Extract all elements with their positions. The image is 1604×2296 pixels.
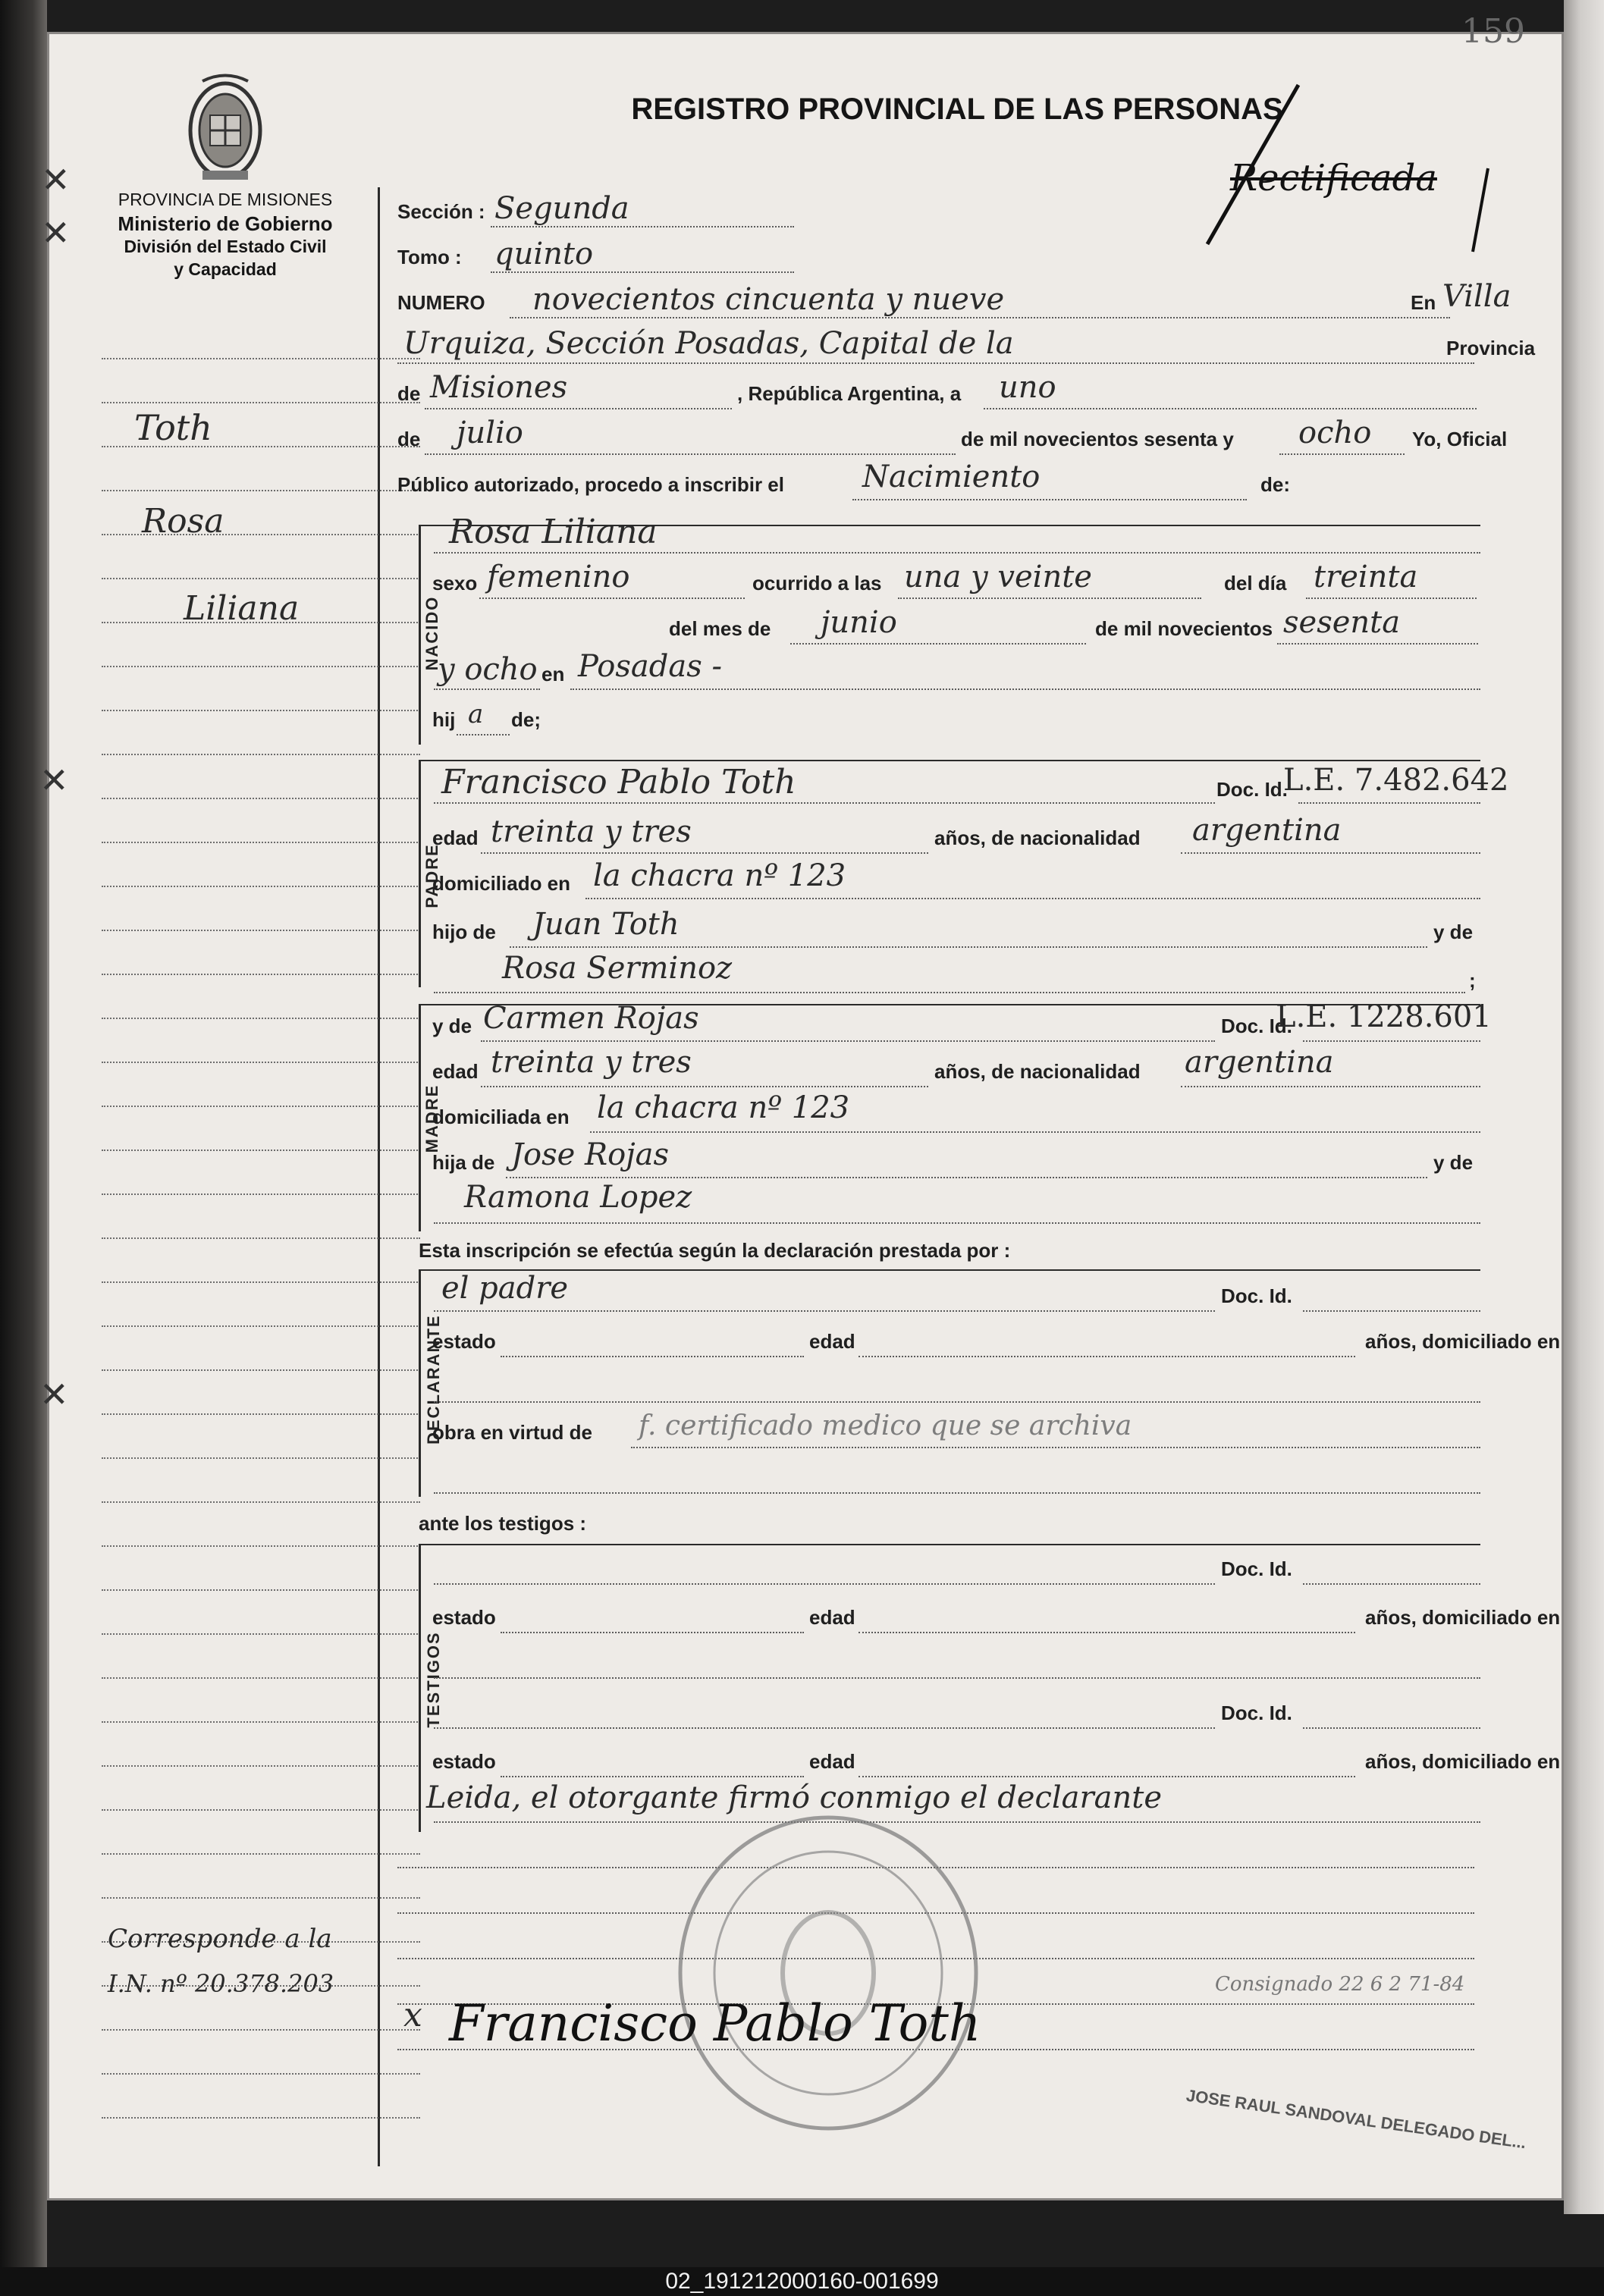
label-hija-de: hija de [432,1151,495,1174]
label-padre-dom: domiciliado en [432,872,571,895]
label-obra: obra en virtud de [432,1421,592,1444]
margin-surname: Toth [134,407,212,448]
label-padre-edad: edad [432,826,479,849]
right-note: Consignado 22 6 2 71-84 [1215,1973,1465,1996]
value-dia: uno [999,370,1056,405]
value-madre-doc: L.E. 1228.601 [1276,999,1492,1034]
label-de: de [397,382,421,405]
label-de2: de [397,428,421,450]
section-label-nacido: NACIDO [422,595,441,671]
value-padre-nac: argentina [1192,813,1342,848]
value-madre-madre: Ramona Lopez [464,1180,692,1215]
label-test1-doc: Doc. Id. [1221,1557,1292,1580]
value-declarante: el padre [441,1271,569,1306]
label-madre-dom: domiciliada en [432,1106,570,1128]
value-lugar-nac: Posadas - [578,649,722,684]
value-provincia: Misiones [430,370,568,405]
label-de3: de: [1260,473,1290,496]
official-seal-icon [669,1806,987,2140]
value-padre-edad: treinta y tres [491,814,692,849]
binder-ring-icon: ✕ [41,160,71,199]
value-anio-nac2: y ocho [438,652,538,687]
value-anio: ocho [1298,416,1372,450]
image-reference: 02_191212000160-001699 [0,2267,1604,2296]
value-madre-edad: treinta y tres [491,1045,692,1080]
margin-separator [378,187,380,2166]
section-label-testigos: TESTIGOS [424,1631,443,1728]
label-republica: , República Argentina, a [737,382,962,405]
coat-of-arms-icon [180,74,271,187]
value-hij: a [468,699,484,729]
label-esta-inscripcion: Esta inscripción se efectúa según la declaración prestada por : [419,1239,1011,1262]
value-padre-nombre: Francisco Pablo Toth [441,763,796,801]
page-edge [1564,0,1604,2214]
binder-ring-icon: ✕ [39,761,69,800]
label-decl-doc: Doc. Id. [1221,1284,1292,1307]
label-de-mil2: de mil novecientos [1095,617,1273,640]
label-hij: hij [432,708,456,731]
value-mes: julio [457,416,523,450]
label-test1-estado: estado [432,1606,496,1629]
label-decl-anos: años, domiciliado en [1365,1330,1561,1353]
correction-stroke [1185,62,1518,259]
label-hijo-de: hijo de [432,921,496,943]
label-del-dia: del día [1224,572,1287,594]
section-label-madre: MADRE [422,1084,441,1153]
label-madre-anos: años, de nacionalidad [934,1060,1141,1083]
label-en: En [1411,291,1436,314]
value-tomo: quinto [494,237,594,271]
margin-given-name1: Rosa [142,502,224,541]
label-yo-oficial: Yo, Oficial [1412,428,1508,450]
value-padre-padre: Juan Toth [532,907,680,942]
agency-line1: PROVINCIA DE MISIONES [118,190,333,209]
value-nombre: Rosa Liliana [449,513,658,551]
value-sexo: femenino [487,560,630,594]
margin-corresponde1: Corresponde a la [108,1924,332,1954]
value-madre-nombre: Carmen Rojas [483,1001,699,1036]
value-madre-nac: argentina [1185,1045,1334,1080]
label-test1-anos: años, domiciliado en [1365,1606,1561,1629]
agency-line4: y Capacidad [174,259,277,279]
label-test2-doc: Doc. Id. [1221,1702,1292,1724]
value-madre-dom: la chacra nº 123 [597,1090,850,1125]
label-ante-testigos: ante los testigos : [419,1512,587,1535]
value-padre-madre: Rosa Serminoz [502,951,733,986]
value-en: Villa [1442,279,1511,314]
value-numero: novecientos cincuenta y nueve [532,282,1005,317]
value-seccion: Segunda [494,191,629,226]
binder-ring-icon: ✕ [41,213,71,252]
label-provincia: Provincia [1446,337,1536,359]
label-madre-doc: Doc. Id. [1221,1015,1292,1037]
value-lectura: Leida, el otorgante firmó conmigo el declarante [426,1780,1162,1815]
registry-title: REGISTRO PROVINCIAL DE LAS PERSONAS [631,93,1283,126]
binder-ring-icon: ✕ [39,1375,69,1414]
label-de-mil: de mil novecientos sesenta y [961,428,1234,450]
label-test2-edad: edad [809,1750,855,1773]
label-y-de: y de [1433,921,1474,943]
value-padre-dom: la chacra nº 123 [593,858,846,893]
agency-line2: Ministerio de Gobierno [118,212,333,235]
label-numero: NUMERO [397,291,485,314]
margin-corresponde2: I.N. nº 20.378.203 [108,1969,334,1998]
label-seccion: Sección : [397,200,485,223]
page-number: 159 [1461,12,1525,51]
section-label-declarante: DECLARANTE [424,1314,443,1444]
value-padre-doc: L.E. 7.482.642 [1283,763,1509,798]
signature-father: Francisco Pablo Toth [449,1994,981,2053]
label-padre-doc: Doc. Id. [1216,778,1288,801]
value-hora: una y veinte [904,560,1092,594]
value-acto: Nacimiento [862,460,1041,494]
value-obra: f. certificado medico que se archiva [639,1410,1132,1441]
margin-given-name2: Liliana [184,589,300,628]
document-page [39,12,1564,2200]
label-y-de2: y de [432,1015,472,1037]
label-decl-estado: estado [432,1330,496,1353]
label-decl-edad: edad [809,1330,855,1353]
label-en2: en [541,663,565,685]
binding-shadow [0,0,47,2296]
label-semicolon: ; [1469,969,1476,992]
value-lugar: Urquiza, Sección Posadas, Capital de la [403,326,1014,361]
agency-line3: División del Estado Civil [124,237,327,256]
label-madre-edad: edad [432,1060,479,1083]
value-anio-nac1: sesenta [1283,605,1401,640]
signature-mark: x [403,1996,422,2034]
label-test2-estado: estado [432,1750,496,1773]
label-de-colon: de; [511,708,541,731]
label-test1-edad: edad [809,1606,855,1629]
label-padre-anos: años, de nacionalidad [934,826,1141,849]
label-publico: Público autorizado, procedo a inscribir el [397,473,784,496]
label-del-mes: del mes de [669,617,771,640]
label-test2-anos: años, domiciliado en [1365,1750,1561,1773]
section-label-padre: PADRE [422,843,441,908]
label-tomo: Tomo : [397,246,462,268]
label-ocurrido: ocurrido a las [752,572,882,594]
value-mes-nac: junio [821,605,897,640]
label-y-de3: y de [1433,1151,1474,1174]
value-madre-padre: Jose Rojas [511,1137,670,1172]
rectificada-note: Rectificada [1230,157,1437,199]
delegate-stamp: JOSE RAUL SANDOVAL DELEGADO DEL... [1185,2085,1527,2153]
value-dia-nac: treinta [1314,560,1418,594]
label-sexo: sexo [432,572,478,594]
